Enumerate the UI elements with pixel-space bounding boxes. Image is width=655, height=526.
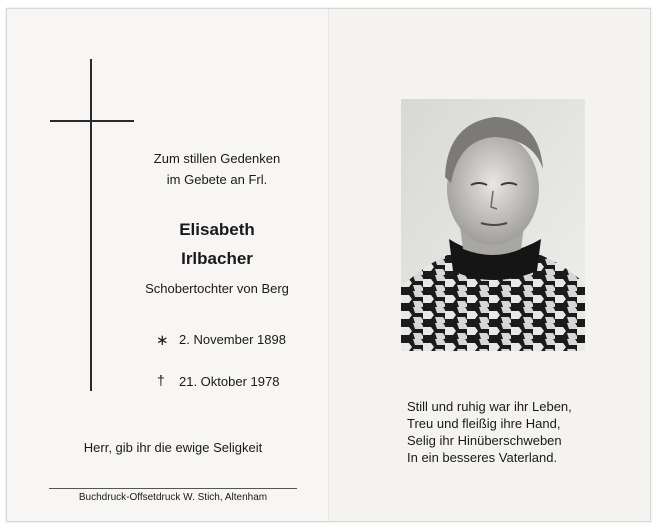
first-name: Elisabeth (179, 220, 255, 239)
poem-line-2: Treu und fleißig ihre Hand, (407, 416, 561, 431)
death-symbol-icon: † (157, 372, 165, 388)
birth-date: 2. November 1898 (179, 332, 286, 347)
right-panel (329, 9, 650, 521)
prayer-text: Herr, gib ihr die ewige Seligkeit (83, 440, 263, 455)
death-date: 21. Oktober 1978 (179, 374, 280, 389)
origin-text: Schobertochter von Berg (145, 281, 289, 296)
poem-line-4: In ein besseres Vaterland. (407, 450, 558, 465)
intro-line-2: im Gebete an Frl. (166, 172, 268, 187)
poem-line-1: Still und ruhig war ihr Leben, (407, 399, 572, 414)
portrait-illustration (401, 99, 585, 351)
left-panel (7, 9, 329, 521)
printer-credit: Buchdruck-Offsetdruck W. Stich, Altenham (78, 492, 268, 503)
memorial-card (6, 8, 651, 522)
divider-line (49, 488, 297, 489)
cross-icon (90, 59, 92, 391)
portrait-photo (401, 99, 585, 351)
intro-line-1: Zum stillen Gedenken (153, 151, 281, 166)
cross-icon-bar (50, 120, 134, 122)
last-name: Irlbacher (181, 249, 253, 268)
poem-line-3: Selig ihr Hinüberschweben (407, 433, 562, 448)
birth-symbol-icon: ∗ (156, 332, 169, 349)
